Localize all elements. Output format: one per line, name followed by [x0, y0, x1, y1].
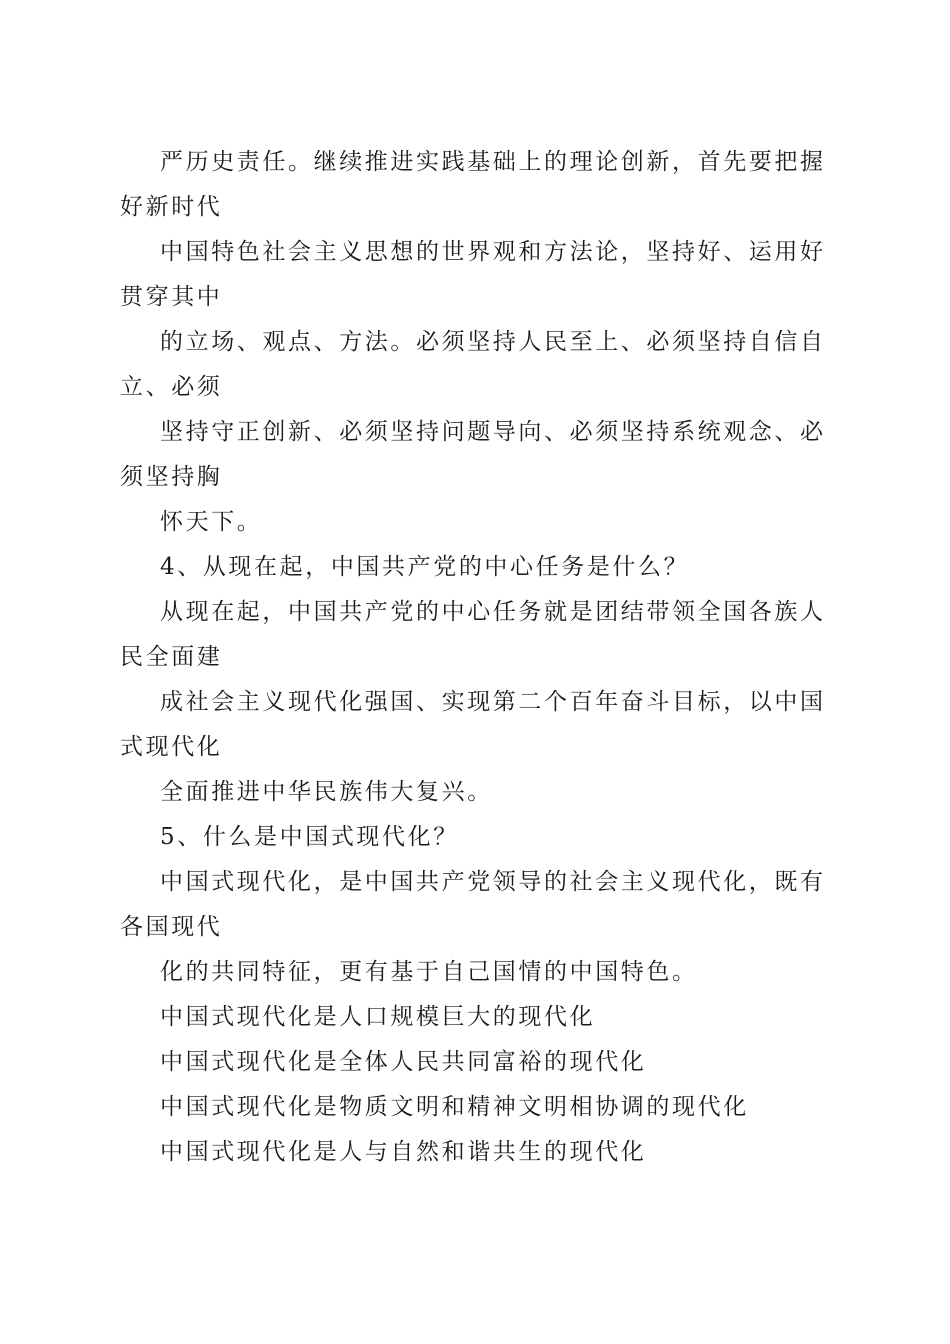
- paragraph-continuation: 各国现代: [120, 914, 223, 940]
- paragraph-line: 怀天下。: [160, 509, 263, 535]
- list-item-text: 中国式现代化是物质文明和精神文明相协调的现代化: [160, 1094, 749, 1120]
- list-item-3: [120, 1085, 832, 1130]
- paragraph-line: 坚持守正创新、必须坚持问题导向、必须坚持系统观念、必: [160, 419, 826, 445]
- list-item-text: 中国式现代化是人与自然和谐共生的现代化: [160, 1139, 647, 1165]
- paragraph-continuation: 须坚持胸: [120, 464, 223, 490]
- paragraph-line: 中国特色社会主义思想的世界观和方法论，坚持好、运用好: [160, 239, 826, 265]
- paragraph-line: 中国式现代化，是中国共产党领导的社会主义现代化，既有: [160, 869, 826, 895]
- paragraph-1: [120, 140, 832, 230]
- question-4-heading: [120, 545, 832, 590]
- paragraph-2: [120, 230, 832, 320]
- paragraph-8: [120, 680, 832, 770]
- question-heading: 5、什么是中国式现代化？: [160, 824, 459, 850]
- list-item-text: 中国式现代化是全体人民共同富裕的现代化: [160, 1049, 647, 1075]
- paragraph-continuation: 贯穿其中: [120, 284, 223, 310]
- paragraph-5: [120, 500, 832, 545]
- list-item-4: [120, 1130, 832, 1175]
- paragraph-12: [120, 950, 832, 995]
- paragraph-4: [120, 410, 832, 500]
- list-item-1: [120, 995, 832, 1040]
- paragraph-9: [120, 770, 832, 815]
- list-item-text: 中国式现代化是人口规模巨大的现代化: [160, 1004, 596, 1030]
- paragraph-line: 全面推进中华民族伟大复兴。: [160, 779, 493, 805]
- paragraph-line: 严历史责任。继续推进实践基础上的理论创新，首先要把握: [160, 149, 826, 175]
- paragraph-continuation: 式现代化: [120, 734, 223, 760]
- paragraph-continuation: 立、必须: [120, 374, 223, 400]
- question-heading: 4、从现在起，中国共产党的中心任务是什么？: [160, 554, 690, 580]
- paragraph-continuation: 民全面建: [120, 644, 223, 670]
- question-5-heading: [120, 815, 832, 860]
- paragraph-7: [120, 590, 832, 680]
- paragraph-continuation: 好新时代: [120, 194, 223, 220]
- paragraph-line: 的立场、观点、方法。必须坚持人民至上、必须坚持自信自: [160, 329, 826, 355]
- body-text: [120, 140, 832, 1175]
- paragraph-11: [120, 860, 832, 950]
- paragraph-3: [120, 320, 832, 410]
- paragraph-line: 化的共同特征，更有基于自己国情的中国特色。: [160, 959, 698, 985]
- list-item-2: [120, 1040, 832, 1085]
- paragraph-line: 成社会主义现代化强国、实现第二个百年奋斗目标，以中国: [160, 689, 826, 715]
- paragraph-line: 从现在起，中国共产党的中心任务就是团结带领全国各族人: [160, 599, 826, 625]
